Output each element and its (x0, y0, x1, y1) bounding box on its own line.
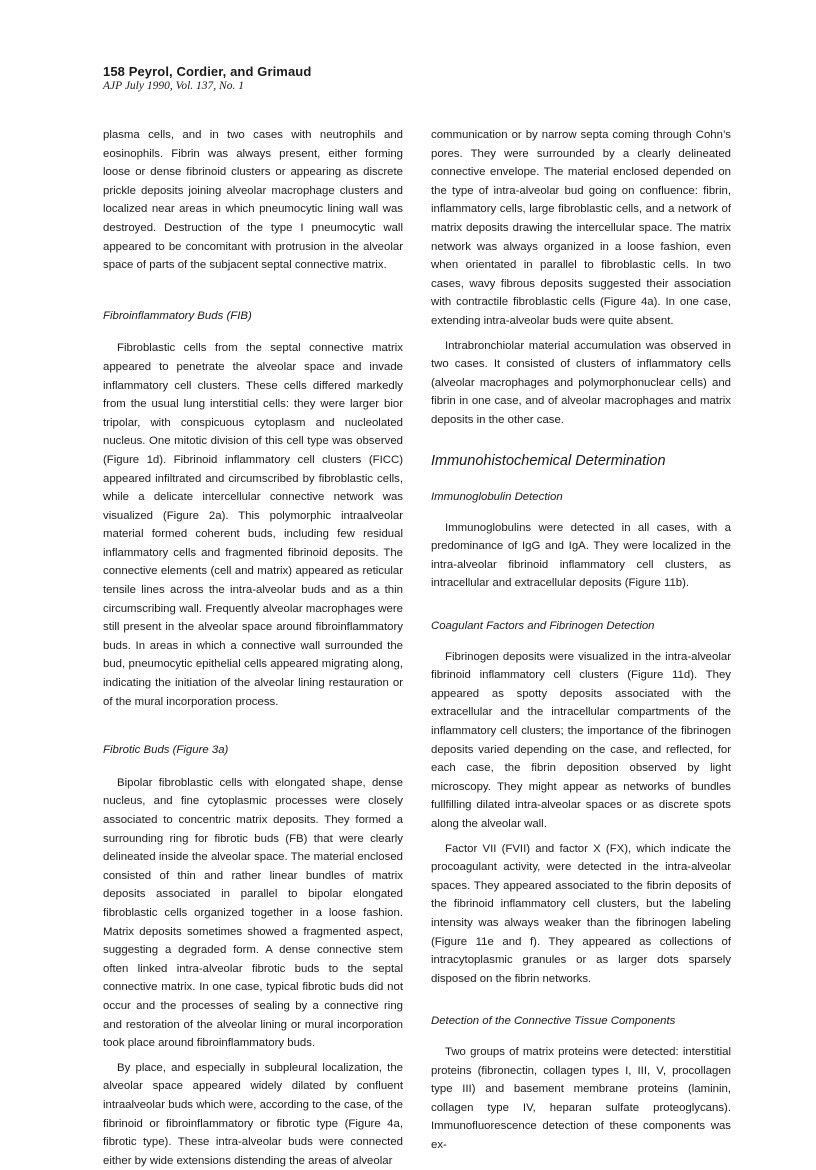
paragraph-fibroinflammatory-buds: Fibroblastic cells from the septal connective matrix appeared to penetrate the alveolar space and invade inflammatory cell clusters. These cells differed markedly from the usual lung interstitial cells: they were larger bior tripolar, with conspicuous cytoplasm and nucleolated nucleus. One mitotic division of this cell type was observed (Figure 1d). Fibrinoid inflammatory cell clusters (FICC) appeared infiltrated and circumscribed by fibroblastic cells, while a delicate intercellular connective network was visualized (Figure 2a). This polymorphic intraalveolar material formed coherent buds, including few residual inflammatory cells and fragmented fibrinoid deposits. The connective elements (cell and matrix) appeared as reticular tensile lines across the intra-alveolar buds and as a thin circumscribing wall. Frequently alveolar macrophages were still present in the alveolar space around fibroinflammatory buds. In areas in which a connective wall surrounded the bud, pneumocytic epithelial cells appeared migrating along, indicating the initiation of the alveolar lining restauration or of the mural incorporation process. (103, 342, 403, 708)
journal-citation: AJP July 1990, Vol. 137, No. 1 (103, 80, 244, 92)
subheading-fibrotic-buds: Fibrotic Buds (Figure 3a) (103, 744, 229, 757)
paragraph-connective-tissue: Two groups of matrix proteins were detected: interstitial proteins (fibronectin, collagen types I, III, V, procollagen type III) and basement membrane proteins (laminin, collagen type IV, heparan sulfate proteoglycans). Immunofluorescence detection of these components was ex- (431, 1045, 731, 1151)
subheading-connective-tissue: Detection of the Connective Tissue Components (431, 1015, 676, 1028)
section-heading-immunohistochemical: Immunohistochemical Determination (431, 452, 666, 469)
subheading-fibroinflammatory-buds: Fibroinflammatory Buds (FIB) (103, 309, 252, 322)
paragraph-immunoglobulin: Immunoglobulins were detected in all cases, with a predominance of IgG and IgA. They were localized in the intra-alveolar fibrinoid inflammatory cell clusters, as intracellular and extracellular deposits (Figure 11b). (431, 521, 731, 590)
subheading-coagulant-factors: Coagulant Factors and Fibrinogen Detection (431, 620, 655, 633)
page-number-authors: 158 Peyrol, Cordier, and Grimaud (103, 64, 312, 79)
paragraph-intrabronchiolar: Intrabronchiolar material accumulation was observed in two cases. It consisted of clusters of inflammatory cells (alveolar macrophages and polymorphonuclear cells) and fibrin in one case, and of alveolar macrophages and matrix deposits in the other case. (431, 339, 731, 426)
paragraph-fibrotic-buds-2: By place, and especially in subpleural localization, the alveolar space appeared widely dilated by confluent intraalveolar buds which were, according to the case, of the fibrinoid or fibroinflammatory or fibrotic type (Figure 4a, fibrotic type). These intra-alveolar buds were connected either by wide extensions distending the areas of alveolar (103, 1061, 403, 1167)
right-column (431, 126, 731, 1155)
paragraph-intro: plasma cells, and in two cases with neutrophils and eosinophils. Fibrin was always present, either forming loose or dense fibrinoid clusters or appearing as discrete prickle deposits joining alveolar macrophage clusters and localized near areas in which pneumocytic lining wall was destroyed. Destruction of the type I pneumocytic wall appeared to be concomitant with protrusion in the alveolar space of parts of the subjacent septal connective matrix. (103, 129, 403, 272)
paragraph-fibrinogen: Fibrinogen deposits were visualized in the intra-alveolar fibrinoid inflammatory cell clusters (Figure 11d). They appeared as spotty deposits associated with the extracellular and the intracellular compartments of the inflammatory cell clusters; the importance of the fibrinogen deposits varied depending on the case, and reflected, for each case, the fibrin deposition observed by light microscopy. They might appear as networks of bundles fullfilling dilated intra-alveolar spaces or as discrete spots along the alveolar wall. (431, 650, 731, 830)
subheading-immunoglobulin: Immunoglobulin Detection (431, 491, 563, 504)
paragraph-confluent-buds-cont: communication or by narrow septa coming through Cohn’s pores. They were surrounded by a clearly delineated connective envelope. The material enclosed depended on the type of intra-alveolar bud going on confluence: fibrin, inflammatory cells, large fibroblastic cells, and a network of matrix deposits drawing the intercellular space. The matrix network was always organized in a loose fashion, even when orientated in parallel to fibroblastic cells. In two cases, wavy fibrous deposits suggested their association with contractile fibroblastic cells (Figure 4a). In one case, extending intra-alveolar buds were quite absent. (431, 129, 731, 327)
left-column (103, 126, 403, 1170)
paragraph-fibrotic-buds-1: Bipolar fibroblastic cells with elongated shape, dense nucleus, and fine cytoplasmic processes were closely associated to concentric matrix deposits. They formed a surrounding ring for fibrotic buds (FB) that were clearly delineated inside the alveolar space. The material enclosed consisted of thin and rather linear bundles of matrix deposits associated in parallel to bipolar elongated fibroblastic cells organized together in a loose fashion. Matrix deposits sometimes showed a fragmented aspect, suggesting a degraded form. A dense connective stem often linked intra-alveolar fibrotic buds to the septal connective matrix. In one case, typical fibrotic buds did not occur and the processes of sealing by a connective ring and restoration of the alveolar lining or mural incorporation took place around fibroinflammatory buds. (103, 776, 403, 1050)
paragraph-factor-vii-x: Factor VII (FVII) and factor X (FX), which indicate the procoagulant activity, were detected in the intra-alveolar spaces. They appeared associated to the fibrin deposits of the fibrinoid inflammatory cell clusters, but the labeling intensity was always weaker than the fibrinogen labeling (Figure 11e and f). They appeared as collections of intracytoplasmic granules or as larger dots sparsely disposed on the fibrin networks. (431, 842, 731, 985)
running-header (103, 64, 311, 92)
